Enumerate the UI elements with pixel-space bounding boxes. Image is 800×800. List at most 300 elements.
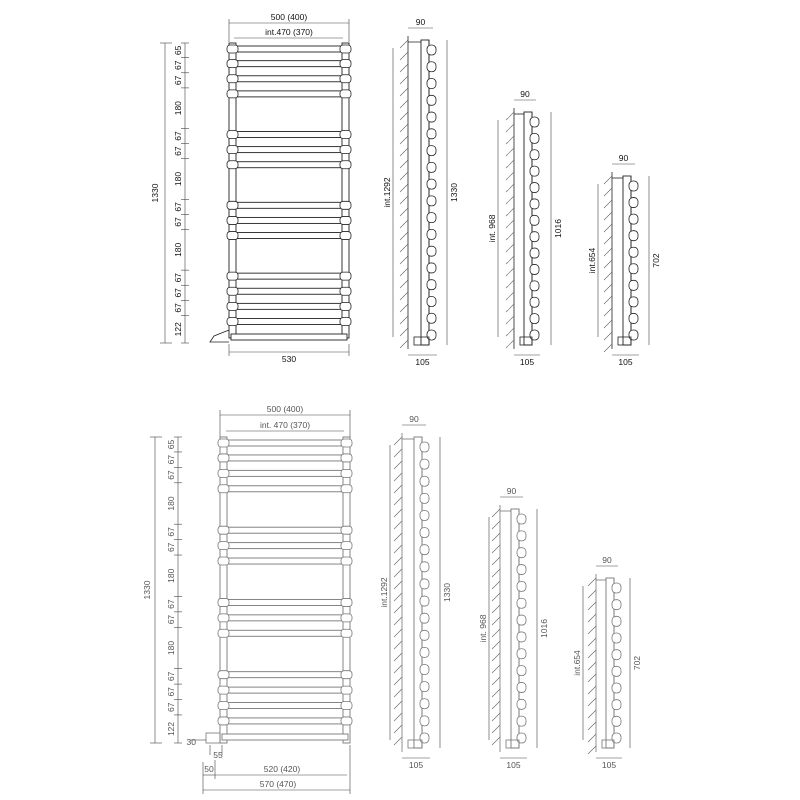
side-bar-end [530,133,539,143]
rail-joint-right [341,557,352,565]
side-bar-end [530,183,539,193]
rail-joint-left [227,302,238,310]
wall-hatch [394,653,402,661]
rail-bar [231,202,347,208]
rail-bar [222,455,348,461]
rail-bar [222,630,348,636]
spacing-label: 67 [166,614,176,625]
wall-hatch [506,220,514,228]
side-depth-bottom: 105 [618,357,633,367]
bottom-front-width-int: int. 470 (370) [259,420,311,430]
side-int: int.654 [572,650,582,676]
wall-hatch [492,605,500,613]
side-bar-end [530,297,539,307]
rail-bar [222,672,348,678]
side-bar-end [517,598,526,608]
wall-hatch [588,626,596,634]
rail-joint-left [227,317,238,325]
rail-joint-right [341,469,352,477]
spacing-label: 67 [173,131,183,141]
side-bar-end [420,442,429,452]
rail-joint-left [218,598,229,606]
rail-joint-left [227,272,238,280]
side-bar-end [420,510,429,520]
side-bar-end [530,330,539,340]
side-bar-end [612,733,621,743]
wall-hatch [394,509,402,517]
side-bar-end [517,632,526,642]
bottom-front-offset-50: 50 [204,764,214,774]
wall-hatch [400,268,408,276]
rail-joint-right [341,526,352,534]
side-collector [511,509,519,748]
side-bar-end [427,45,436,55]
wall-hatch [604,212,612,220]
wall-hatch [604,308,612,316]
wall-hatch [604,260,612,268]
side-int: int. 968 [478,614,488,643]
bottom-side-view-medium [478,486,549,770]
side-height: 1330 [442,583,452,602]
top-front-valve [210,330,229,342]
side-height: 702 [651,253,661,268]
rail-joint-right [341,485,352,493]
side-bar-end [420,682,429,692]
rail-joint-left [227,90,238,98]
top-front-width-outer: 500 (400) [270,12,308,22]
wall-hatch [604,344,612,352]
side-bar-end [420,596,429,606]
wall-hatch [492,737,500,745]
side-bar-end [517,649,526,659]
spacing-label: 180 [166,640,176,656]
side-bar-end [530,232,539,242]
rail-joint-right [340,90,351,98]
wall-hatch [588,602,596,610]
spacing-label: 180 [173,101,183,116]
wall-hatch [506,196,514,204]
wall-hatch [492,593,500,601]
spacing-label: 67 [166,470,176,480]
wall-hatch [394,701,402,709]
wall-hatch [588,650,596,658]
side-depth-top: 90 [409,414,419,424]
wall-hatch [394,629,402,637]
rail-joint-right [340,130,351,138]
side-bar-end [629,214,638,224]
spacing-label: 67 [173,60,183,70]
side-bar-end [517,548,526,558]
wall-hatch [506,316,514,324]
side-bar-end [427,112,436,122]
wall-hatch [400,52,408,60]
side-bar-end [517,682,526,692]
wall-hatch [492,677,500,685]
top-front-height-total: 1330 [150,183,160,203]
side-bar-end [612,633,621,643]
rail-bar [231,233,347,239]
rail-joint-left [218,614,229,622]
wall-hatch [492,521,500,529]
rail-bar [231,61,347,67]
wall-hatch [492,533,500,541]
side-bar-end [517,666,526,676]
spacing-label: 65 [166,439,176,450]
rail-joint-right [341,629,352,637]
wall-hatch [400,172,408,180]
spacing-label: 67 [166,687,176,697]
side-bar-end [517,531,526,541]
side-bar-end [420,699,429,709]
side-bar-end [420,493,429,503]
wall-hatch [492,557,500,565]
side-bar-end [612,716,621,726]
bottom-front-width-outer: 500 (400) [266,404,304,414]
wall-hatch [492,653,500,661]
rail-bar [222,703,348,709]
rail-bar [222,615,348,621]
rail-joint-right [340,60,351,68]
side-depth-bottom: 105 [408,760,424,770]
spacing-label: 67 [166,702,176,712]
rail-bar [231,147,347,153]
rail-joint-left [227,201,238,209]
spacing-label: 122 [166,721,176,737]
side-depth-top: 90 [602,555,612,565]
wall-hatch [506,112,514,120]
rail-joint-left [218,702,229,710]
side-bar-end [427,280,436,290]
wall-hatch [492,509,500,517]
side-depth-top: 90 [506,486,517,496]
side-bar-end [612,583,621,593]
rail-joint-right [341,614,352,622]
spacing-label: 67 [173,288,183,298]
wall-hatch [506,148,514,156]
wall-hatch [400,232,408,240]
side-bar-end [629,231,638,241]
side-bar-end [420,528,429,538]
side-bar-end [420,630,429,640]
rail-joint-left [227,130,238,138]
wall-hatch [394,557,402,565]
side-bar-end [427,330,436,340]
wall-hatch [506,328,514,336]
rail-joint-left [218,671,229,679]
wall-hatch [506,136,514,144]
spacing-label: 67 [173,217,183,227]
wall-hatch [604,272,612,280]
rail-joint-right [340,201,351,209]
side-bar-end [530,314,539,324]
side-bar-end [629,313,638,323]
rail-bar [222,486,348,492]
side-bar-end [427,196,436,206]
wall-hatch [394,617,402,625]
side-bar-end [517,565,526,575]
rail-bar [231,273,347,279]
side-bar-end [530,264,539,274]
bottom-front-height-total: 1330 [142,580,152,600]
bottom-front-view [142,404,352,794]
spacing-label: 67 [166,527,176,537]
side-bar-end [517,581,526,591]
rail-bar [222,470,348,476]
wall-hatch [394,497,402,505]
side-bar-end [420,665,429,675]
rail-joint-left [218,526,229,534]
rail-joint-left [227,60,238,68]
wall-hatch [394,473,402,481]
wall-hatch [394,437,402,445]
side-depth-top: 90 [415,17,426,27]
side-bar-end [427,79,436,89]
wall-hatch [506,244,514,252]
rail-bar [222,527,348,533]
wall-hatch [400,40,408,48]
wall-hatch [604,296,612,304]
side-bar-end [530,166,539,176]
side-bar-end [427,296,436,306]
spacing-label: 180 [166,496,176,511]
rail-joint-right [340,146,351,154]
wall-hatch [604,188,612,196]
wall-hatch [394,689,402,697]
top-front-bars [227,45,351,340]
wall-hatch [394,449,402,457]
side-bar-end [420,476,429,486]
rail-joint-left [218,454,229,462]
side-int: int.1292 [382,177,392,208]
rail-joint-right [341,717,352,725]
rail-bar [222,543,348,549]
rail-joint-left [227,161,238,169]
side-bar-end [530,150,539,160]
spacing-label: 65 [173,45,183,56]
side-bar-end [420,459,429,469]
side-bar-end [530,281,539,291]
wall-hatch [492,641,500,649]
side-bar-end [612,666,621,676]
wall-hatch [506,268,514,276]
wall-hatch [400,292,408,300]
wall-hatch [400,244,408,252]
wall-hatch [400,64,408,72]
rail-bar [231,303,347,309]
top-side-view-large [382,17,459,367]
side-bar-end [530,248,539,258]
side-depth-top: 90 [618,153,629,163]
side-bar-end [530,215,539,225]
wall-hatch [588,734,596,742]
wall-hatch [604,236,612,244]
wall-hatch [400,160,408,168]
spacing-label: 67 [166,671,176,682]
spacing-label: 67 [173,75,183,86]
top-front-view [150,12,351,364]
wall-hatch [400,340,408,348]
rail-joint-right [341,454,352,462]
rail-bar [231,162,347,168]
rail-bar [222,687,348,693]
spacing-label: 67 [166,454,176,465]
wall-hatch [400,220,408,228]
rail-bar [231,131,347,137]
side-bar-end [427,246,436,256]
wall-hatch [394,737,402,745]
rail-joint-right [340,232,351,240]
rail-joint-left [218,686,229,694]
bottom-front-offset-30: 30 [186,737,196,747]
bottom-front-offset-55: 55 [213,750,223,760]
side-bar-end [612,683,621,693]
rail-joint-right [341,702,352,710]
wall-hatch [400,100,408,108]
wall-hatch [394,545,402,553]
spacing-label: 180 [173,242,183,257]
wall-hatch [588,698,596,706]
wall-hatch [394,677,402,685]
rail-joint-left [227,45,238,53]
top-side-view-medium [487,89,563,367]
side-bar-end [517,733,526,743]
wall-hatch [588,746,596,754]
rail-joint-right [340,45,351,53]
side-depth-bottom: 105 [506,760,521,770]
side-bar-end [427,213,436,223]
top-side-view-small [587,153,661,367]
side-depth-bottom: 105 [519,357,535,367]
spacing-label: 67 [173,303,183,313]
bottom-front-right-collector [343,437,350,743]
wall-hatch [394,461,402,469]
wall-hatch [506,124,514,132]
side-bar-end [629,198,638,208]
wall-hatch [588,686,596,694]
wall-hatch [394,521,402,529]
spacing-label: 67 [173,146,183,156]
wall-hatch [492,701,500,709]
rail-joint-right [340,302,351,310]
side-height: 1016 [553,219,563,238]
wall-hatch [400,184,408,192]
side-bar-end [427,129,436,139]
wall-hatch [506,208,514,216]
wall-hatch [492,713,500,721]
side-bar-end [517,615,526,625]
rail-joint-left [218,557,229,565]
rail-joint-left [227,232,238,240]
side-height: 1016 [539,619,549,638]
wall-hatch [604,176,612,184]
wall-hatch [492,689,500,697]
side-bar-end [629,280,638,290]
side-bar-end [517,699,526,709]
rail-joint-right [340,75,351,83]
rail-joint-left [218,542,229,550]
rail-bar [231,318,347,324]
rail-joint-right [340,216,351,224]
rail-bar-bottom [231,334,347,340]
rail-joint-right [341,671,352,679]
wall-hatch [400,88,408,96]
side-depth-top: 90 [520,89,530,99]
wall-hatch [506,256,514,264]
wall-hatch [506,280,514,288]
rail-joint-left [218,439,229,447]
bottom-front-width-520: 520 (420) [263,764,301,774]
side-height: 1330 [449,183,459,202]
wall-hatch [588,674,596,682]
rail-bar-bottom [222,734,348,740]
rail-joint-right [340,317,351,325]
wall-hatch [604,332,612,340]
wall-hatch [588,662,596,670]
wall-hatch [394,641,402,649]
side-bar-end [612,616,621,626]
top-front-bottom-width: 530 [281,354,297,364]
side-bar-end [629,330,638,340]
rail-joint-right [341,686,352,694]
wall-hatch [400,280,408,288]
side-bar-end [517,514,526,524]
wall-hatch [492,629,500,637]
rail-bar [222,599,348,605]
wall-hatch [394,569,402,577]
wall-hatch [588,614,596,622]
rail-joint-right [341,598,352,606]
rail-joint-left [218,717,229,725]
rail-bar [231,288,347,294]
rail-bar [231,91,347,97]
rail-joint-left [227,287,238,295]
side-bar-end [427,229,436,239]
spacing-label: 180 [166,568,176,583]
bottom-front-bars [218,439,352,740]
wall-hatch [506,292,514,300]
wall-hatch [588,722,596,730]
side-bar-end [420,562,429,572]
top-front-width-int: int.470 (370) [265,27,313,37]
wall-hatch [400,256,408,264]
bottom-front-left-collector [220,437,227,743]
side-bar-end [629,247,638,257]
side-bar-end [427,263,436,273]
side-bar-end [427,179,436,189]
spacing-label: 67 [173,272,183,283]
wall-hatch [588,578,596,586]
wall-hatch [506,304,514,312]
wall-hatch [604,284,612,292]
side-int: int.654 [587,247,597,274]
side-depth-bottom: 105 [415,357,430,367]
spacing-label: 67 [166,599,176,609]
bottom-front-valve [206,733,220,743]
side-bar-end [427,313,436,323]
side-bar-end [427,62,436,72]
rail-joint-right [340,161,351,169]
wall-hatch [506,184,514,192]
rail-joint-left [227,216,238,224]
wall-hatch [588,590,596,598]
wall-hatch [394,725,402,733]
wall-hatch [506,340,514,348]
spacing-label: 122 [173,322,183,337]
rail-joint-left [227,146,238,154]
top-front-spacings [173,43,189,343]
rail-bar [231,46,347,52]
wall-hatch [506,232,514,240]
